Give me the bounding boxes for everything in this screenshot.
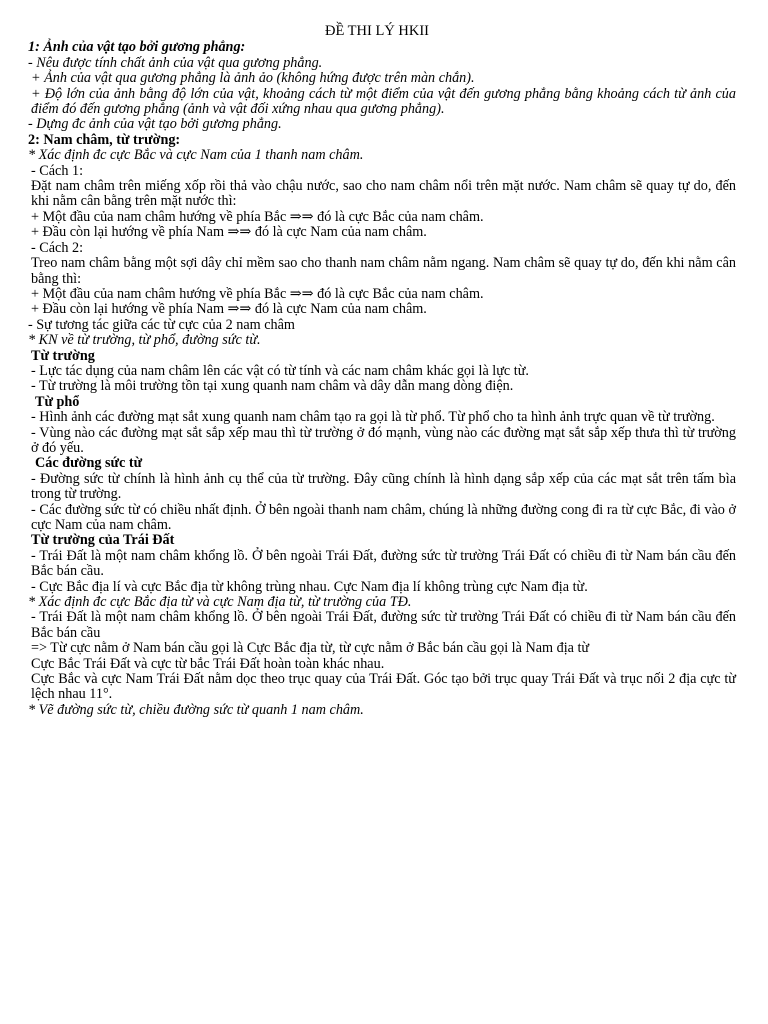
section-heading: Từ trường <box>31 347 95 364</box>
text-line: Cực Bắc Trái Đất và cực từ bắc Trái Đất hoàn toàn khác nhau. <box>31 655 385 672</box>
text-line: Treo nam châm bằng một sợi dây chỉ mềm sao cho thanh nam châm nằm ngang. Nam châm sẽ quay tự do, đến khi nằm cân bằng thì: <box>31 255 736 287</box>
objective-line: + Ảnh của vật qua gương phẳng là ảnh ảo (không hứng được trên màn chắn). <box>31 70 475 87</box>
objective-line: * Xác định đc cực Bắc và cực Nam của 1 thanh nam châm. <box>28 147 364 164</box>
objective-line: * Xác định đc cực Bắc địa từ và cực Nam địa từ, từ trường của TĐ. <box>28 594 412 611</box>
text-line: + Một đầu của nam châm hướng về phía Bắc ⇒⇒ đó là cực Bắc của nam châm. <box>31 285 484 302</box>
document-title: ĐỀ THI LÝ HKII <box>324 23 430 39</box>
text-line: - Trái Đất là một nam châm khổng lồ. Ở bên ngoài Trái Đất, đường sức từ trường Trái Đất có chiều đi từ Nam bán cầu đến Bắc bán cầu. <box>31 547 736 580</box>
text-line: - Lực tác dụng của nam châm lên các vật có từ tính và các nam châm khác gọi là lực từ. <box>31 362 529 379</box>
text-line: - Cách 1: <box>31 162 84 179</box>
text-line: - Hình ảnh các đường mạt sắt xung quanh nam châm tạo ra gọi là từ phổ. Từ phổ cho ta hình ảnh trực quan về từ trường. <box>31 409 715 426</box>
section-heading: Từ trường của Trái Đất <box>31 532 175 549</box>
section-heading: 2: Nam châm, từ trường: <box>28 131 181 148</box>
text-line: - Vùng nào các đường mạt sắt sắp xếp mau thì từ trường ở đó mạnh, vùng nào các đường mạt sắt sắp xếp thưa thì từ trường ở đó yếu. <box>31 424 736 456</box>
objective-line: - Nêu được tính chất ảnh của vật qua gương phẳng. <box>28 54 323 71</box>
objective-line: * KN về từ trường, từ phổ, đường sức từ. <box>28 332 261 349</box>
text-line: - Các đường sức từ có chiều nhất định. Ở bên ngoài thanh nam châm, chúng là những đường cong đi ra từ cực Bắc, đi vào ở cực Nam của nam châm. <box>31 501 736 533</box>
section-heading: Từ phổ <box>35 393 80 410</box>
objective-line: - Dựng đc ảnh của vật tạo bởi gương phẳng. <box>28 116 282 133</box>
text-line: - Cực Bắc địa lí và cực Bắc địa từ không trùng nhau. Cực Nam địa lí không trùng cực Nam địa từ. <box>31 578 588 595</box>
text-line: - Trái Đất là một nam châm khổng lồ. Ở bên ngoài Trái Đất, đường sức từ trường Trái Đất có chiều đi từ Nam bán cầu đến Bắc bán cầu <box>31 609 736 641</box>
section-heading: Các đường sức từ <box>35 455 143 472</box>
text-line: - Từ trường là môi trường tồn tại xung quanh nam châm và dây dẫn mang dòng điện. <box>31 378 514 395</box>
objective-line: + Độ lớn của ảnh bằng độ lớn của vật, khoảng cách từ một điểm của vật đến gương phẳng bằng khoảng cách từ ảnh của điểm đó đến gương phẳng (ảnh và vật đối xứng nhau qua gương phẳng). <box>31 85 736 118</box>
document-page <box>28 24 736 718</box>
text-line: - Đường sức từ chính là hình ảnh cụ thể của từ trường. Đây cũng chính là hình dạng sắp xếp của các mạt sắt trên tấm bìa trong từ trường. <box>31 470 736 503</box>
text-line: - Sự tương tác giữa các từ cực của 2 nam châm <box>28 316 295 333</box>
text-line: + Đầu còn lại hướng về phía Nam ⇒⇒ đó là cực Nam của nam châm. <box>31 224 427 241</box>
text-line: Cực Bắc và cực Nam Trái Đất nằm dọc theo trục quay của Trái Đất. Góc tạo bởi trục quay Trái Đất và trục nối 2 địa cực từ lệch nhau 11°. <box>31 671 736 703</box>
text-line: + Một đầu của nam châm hướng về phía Bắc ⇒⇒ đó là cực Bắc của nam châm. <box>31 208 484 225</box>
objective-line: * Vẽ đường sức từ, chiều đường sức từ quanh 1 nam châm. <box>28 701 364 718</box>
section-heading: 1: Ảnh của vật tạo bởi gương phẳng: <box>28 39 246 56</box>
text-line: Đặt nam châm trên miếng xốp rồi thả vào chậu nước, sao cho nam châm nổi trên mặt nước. Nam châm sẽ quay tự do, đến khi nằm cân bằng trên mặt nước thì: <box>31 178 736 210</box>
text-line: + Đầu còn lại hướng về phía Nam ⇒⇒ đó là cực Nam của nam châm. <box>31 301 427 318</box>
text-line: - Cách 2: <box>31 239 84 256</box>
text-line: => Từ cực nằm ở Nam bán cầu gọi là Cực Bắc địa từ, từ cực nằm ở Bắc bán cầu gọi là Nam địa từ <box>31 640 590 657</box>
document-body <box>28 40 736 718</box>
